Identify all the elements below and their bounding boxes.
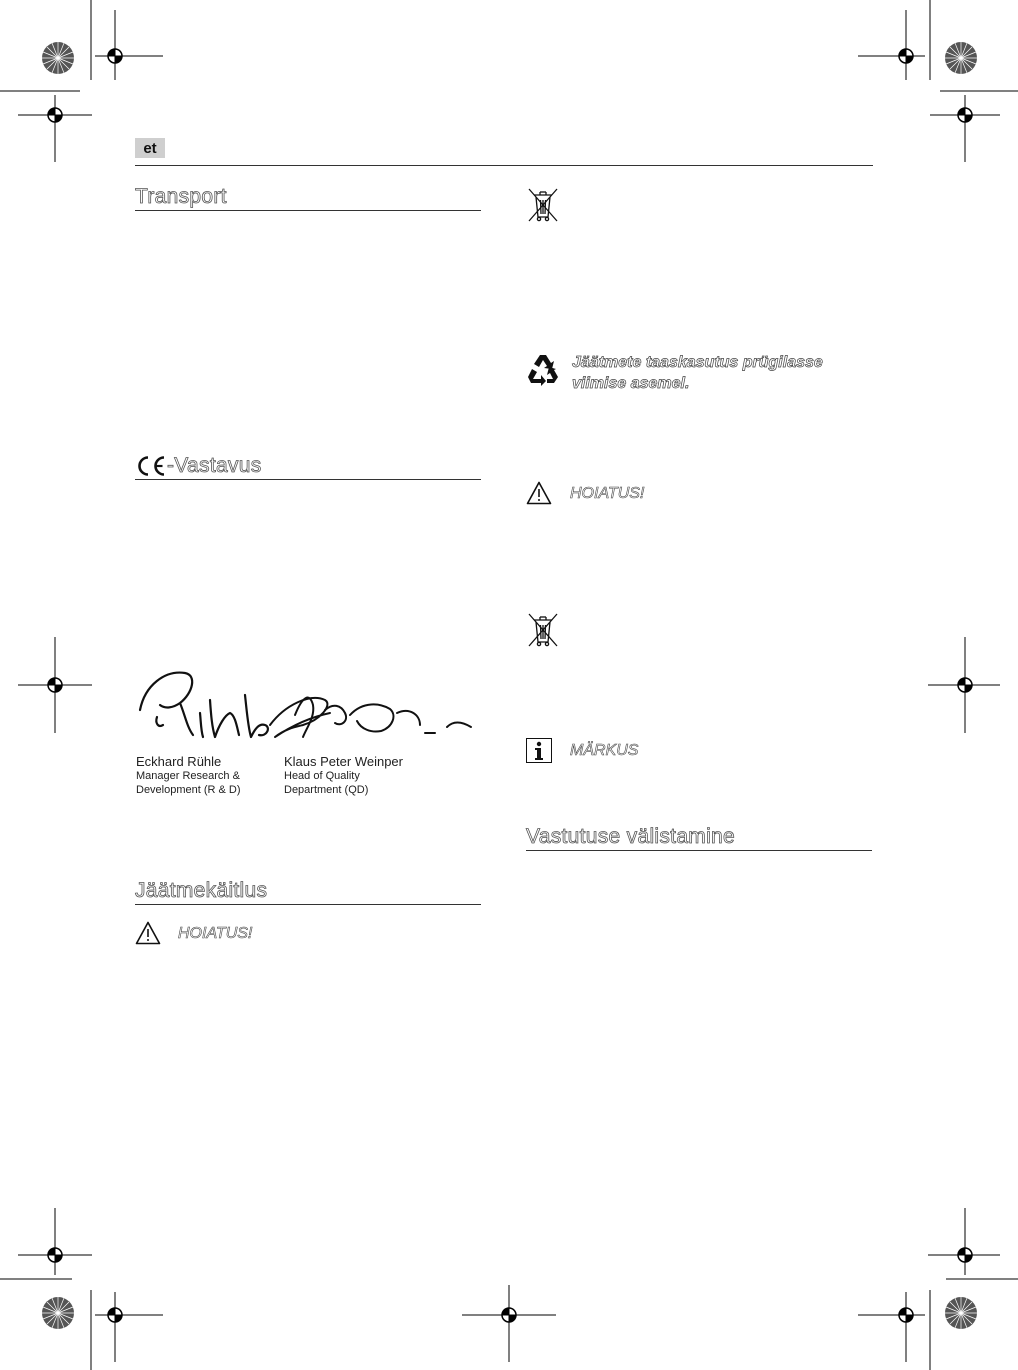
signatory-1-name: Eckhard Rühle <box>136 754 222 769</box>
conformity-heading: -Vastavus <box>167 454 262 477</box>
registration-mark-icon <box>103 1303 127 1327</box>
signatory-1-role-line2: Development (R & D) <box>136 784 241 796</box>
registration-mark-icon <box>43 103 67 127</box>
disposal-warning-label: HOIATUS! <box>178 925 253 942</box>
header-rule <box>135 165 873 166</box>
registration-mark-icon <box>894 1303 918 1327</box>
color-target-icon <box>42 1297 74 1329</box>
conformity-heading-rule <box>135 479 481 480</box>
registration-mark-icon <box>103 44 127 68</box>
info-icon <box>526 738 552 763</box>
language-tag: et <box>135 138 165 158</box>
color-target-icon <box>42 42 74 74</box>
disposal-heading-rule <box>135 904 481 905</box>
disposal-heading: Jäätmekäitlus <box>135 879 268 902</box>
note-label: MÄRKUS <box>570 742 639 759</box>
transport-heading: Transport <box>135 185 227 208</box>
registration-mark-icon <box>43 1243 67 1267</box>
crossed-bin-icon <box>526 612 560 648</box>
crossed-bin-icon <box>526 187 560 223</box>
transport-heading-rule <box>135 210 481 211</box>
warning-label: HOIATUS! <box>570 485 645 502</box>
warning-triangle-icon <box>135 921 161 945</box>
signatory-2-role-line1: Head of Quality <box>284 770 360 782</box>
color-target-icon <box>945 1297 977 1329</box>
registration-mark-icon <box>43 673 67 697</box>
signatory-2-role-line2: Department (QD) <box>284 784 369 796</box>
recycle-text-line2: viimise asemel. <box>572 375 690 392</box>
signatory-2-name: Klaus Peter Weinper <box>284 754 403 769</box>
signatory-1-role-line1: Manager Research & <box>136 770 240 782</box>
registration-mark-icon <box>953 1243 977 1267</box>
registration-mark-icon <box>953 673 977 697</box>
recycle-text-line1: Jäätmete taaskasutus prügilasse <box>572 354 823 371</box>
color-target-icon <box>945 42 977 74</box>
handwritten-signatures <box>135 665 480 750</box>
registration-mark-icon <box>894 44 918 68</box>
warning-triangle-icon <box>526 481 552 505</box>
registration-mark-icon <box>953 103 977 127</box>
ce-mark-icon <box>135 455 167 477</box>
disclaimer-heading: Vastutuse välistamine <box>526 825 736 848</box>
registration-mark-icon <box>497 1303 521 1327</box>
disclaimer-heading-rule <box>526 850 872 851</box>
recycle-icon <box>526 352 560 386</box>
